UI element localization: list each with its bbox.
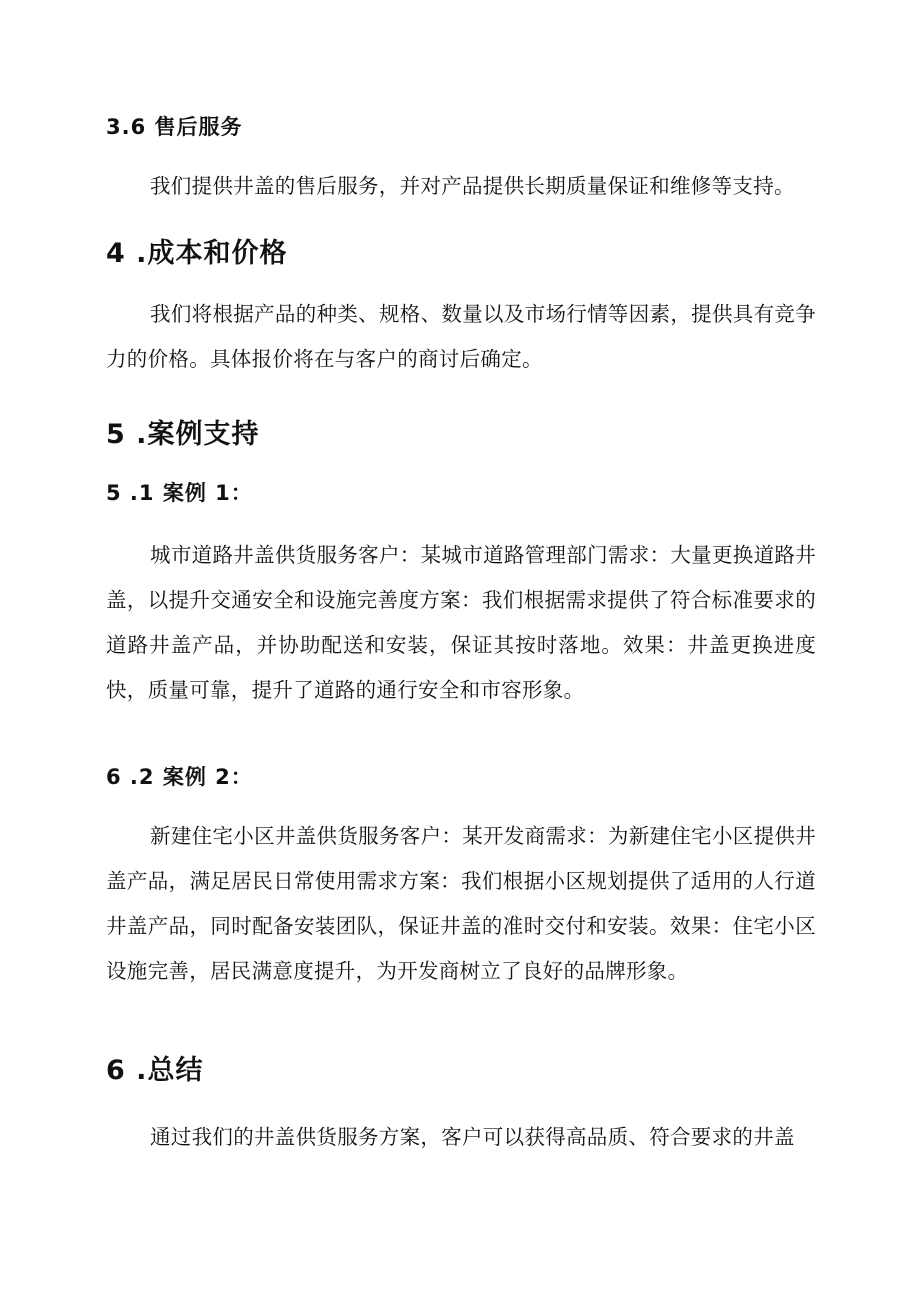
heading-5-case-support: 5 .案例支持 — [106, 419, 260, 450]
paragraph-summary: 通过我们的井盖供货服务方案，客户可以获得高品质、符合要求的井盖 — [150, 1125, 795, 1149]
heading-6-summary: 6 .总结 — [106, 1055, 204, 1086]
paragraph-after-sales: 我们提供井盖的售后服务，并对产品提供长期质量保证和维修等支持。 — [150, 174, 795, 198]
paragraph-case-1: 城市道路井盖供货服务客户：某城市道路管理部门需求：大量更换道路井盖，以提升交通安全和设施完善度方案：我们根据需求提供了符合标准要求的道路井盖产品，并协助配送和安装，保证其按时落地。效果：井盖更换进度快，质量可靠，提升了道路的通行安全和市容形象。 — [106, 543, 816, 702]
paragraph-cost-price: 我们将根据产品的种类、规格、数量以及市场行情等因素，提供具有竞争力的价格。具体报价将在与客户的商讨后确定。 — [106, 302, 816, 371]
heading-3-6: 3.6 售后服务 — [106, 115, 243, 139]
heading-5-1-case-1: 5 .1 案例 1： — [106, 481, 253, 505]
heading-6-2-case-2: 6 .2 案例 2： — [106, 765, 253, 789]
paragraph-case-2: 新建住宅小区井盖供货服务客户：某开发商需求：为新建住宅小区提供井盖产品，满足居民日常使用需求方案：我们根据小区规划提供了适用的人行道井盖产品，同时配备安装团队，保证井盖的准时交付和安装。效果：住宅小区设施完善，居民满意度提升，为开发商树立了良好的品牌形象。 — [106, 824, 816, 983]
heading-4-cost-price: 4 .成本和价格 — [106, 238, 288, 269]
